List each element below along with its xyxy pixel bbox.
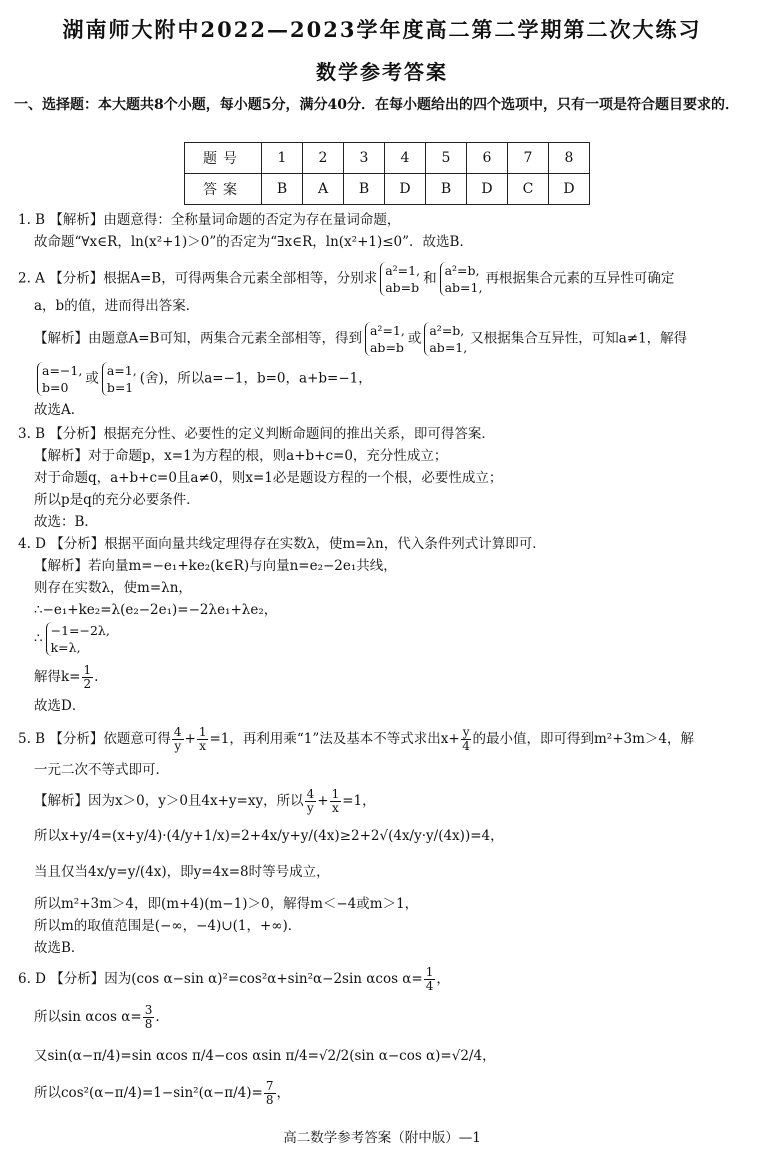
fraction xyxy=(264,1080,276,1107)
fraction xyxy=(461,726,472,753)
q6-text: . xyxy=(155,1009,160,1025)
q2-text: 【解析】由题意A=B可知，两集合元素全部相等，得到 xyxy=(34,330,362,347)
system-row: ab=1, xyxy=(444,280,483,295)
q3-line: 3. B 【分析】根据充分性、必要性的定义判断命题间的推出关系，即可得答案． xyxy=(18,426,495,442)
table-cell: D xyxy=(467,174,508,205)
q4-line: ∴−e₁+ke₂=λ(e₂−2e₁)=−2λe₁+λe₂， xyxy=(34,602,278,618)
q4-line xyxy=(34,664,98,691)
q4-line: 则存在实数λ，使m=λn， xyxy=(34,580,192,596)
fraction-numerator: y xyxy=(462,725,470,739)
q2-text: 或 xyxy=(85,370,99,387)
q5-line xyxy=(34,788,376,815)
q4-text: . xyxy=(94,669,99,685)
q6-text: 所以cos²(α−π/4)=1−sin²(α−π/4)= xyxy=(34,1085,263,1101)
fraction xyxy=(82,664,94,691)
fraction-numerator: 1 xyxy=(425,965,434,979)
q2-text: (舍)，所以a=−1，b=0，a+b=−1， xyxy=(139,370,372,387)
table-cell: 7 xyxy=(508,143,549,174)
fraction-numerator: 1 xyxy=(198,725,207,739)
q6-line: 又sin(α−π/4)=sin αcos π/4−cos αsin π/4=√2/2(sin α−cos α)=√2/4， xyxy=(34,1048,496,1064)
q5-text: 的最小值，即可得到m²+3m＞4，解 xyxy=(472,731,694,747)
section-heading: 一、选择题：本大题共8个小题，每小题5分，满分40分．在每小题给出的四个选项中，只有一项是符合题目要求的． xyxy=(14,97,739,113)
system-row: ab=b xyxy=(385,280,420,295)
table-cell: A xyxy=(303,174,344,205)
q4-line xyxy=(34,622,113,656)
table-header-cell: 题号 xyxy=(185,143,262,174)
table-cell: B xyxy=(262,174,303,205)
q2-line: 故选A． xyxy=(34,402,85,418)
q5-line: 当且仅当4x/y=y/(4x)，即y=4x=8时等号成立， xyxy=(34,864,330,880)
system-row: a=1, xyxy=(106,363,137,378)
fraction-numerator: 1 xyxy=(331,787,340,801)
q1-line: 故命题“∀x∈R，ln(x²+1)＞0”的否定为“∃x∈R，ln(x²+1)≤0”．故选B． xyxy=(34,234,473,250)
fraction-denominator: 4 xyxy=(462,739,470,753)
system-row: k=λ, xyxy=(50,640,81,655)
fraction xyxy=(424,966,436,993)
table-cell: C xyxy=(508,174,549,205)
q6-line xyxy=(34,1080,290,1107)
equation-system xyxy=(424,322,467,356)
equation-system xyxy=(380,262,420,296)
table-cell: 1 xyxy=(262,143,303,174)
table-cell: 6 xyxy=(467,143,508,174)
fraction xyxy=(305,788,317,815)
q2-text: 又根据集合互异性，可知a≠1，解得 xyxy=(470,330,688,347)
table-cell: D xyxy=(385,174,426,205)
system-row: a=−1, xyxy=(42,363,83,378)
table-cell: 4 xyxy=(385,143,426,174)
q1-line: 1. B 【解析】由题意得：全称量词命题的否定为存在量词命题， xyxy=(18,212,401,228)
table-cell: 8 xyxy=(549,143,590,174)
equation-system xyxy=(46,622,110,656)
q5-line xyxy=(18,726,694,753)
q5-text: + xyxy=(184,731,196,747)
table-header-cell: 答案 xyxy=(185,174,262,205)
fraction-denominator: x xyxy=(332,801,339,815)
q5-text: + xyxy=(317,793,329,809)
fraction-denominator: 2 xyxy=(83,677,92,691)
q6-line xyxy=(34,1004,160,1031)
q2-text: 再根据集合元素的互异性可确定 xyxy=(485,270,675,287)
system-row: a²=b, xyxy=(444,263,480,278)
q6-line xyxy=(18,966,450,993)
table-cell: 3 xyxy=(344,143,385,174)
q5-text: =1， xyxy=(342,793,376,809)
q5-text: 【解析】因为x＞0，y＞0且4x+y=xy，所以 xyxy=(34,793,304,809)
fraction-denominator: 4 xyxy=(425,979,434,993)
page-footer: 高二数学参考答案（附中版）—1 xyxy=(283,1130,481,1146)
system-row: a²=1, xyxy=(369,323,405,338)
q5-text: 5. B 【分析】依题意可得 xyxy=(18,731,171,747)
q5-line: 所以m²+3m＞4，即(m+4)(m−1)＞0，解得m＜−4或m＞1， xyxy=(34,896,419,912)
fraction xyxy=(143,1004,155,1031)
fraction-numerator: 7 xyxy=(265,1079,274,1093)
system-row: b=0 xyxy=(42,380,69,395)
equation-system xyxy=(37,362,82,396)
system-row: −1=−2λ, xyxy=(50,623,110,638)
q2-line xyxy=(34,322,687,356)
q5-line: 所以x+y/4=(x+y/4)·(4/y+1/x)=2+4x/y+y/(4x)≥2+2√(4x/y·y/(4x))=4， xyxy=(34,828,504,844)
system-row: ab=1, xyxy=(429,340,468,355)
q6-text: ， xyxy=(436,971,450,987)
fraction-denominator: 8 xyxy=(144,1017,153,1031)
q4-line: 4. D 【分析】根据平面向量共线定理得存在实数λ，使m=λn，代入条件列式计算即可． xyxy=(18,536,546,552)
q5-line: 所以m的取值范围是(−∞，−4)∪(1，+∞)． xyxy=(34,918,302,934)
fraction-numerator: 4 xyxy=(173,725,182,739)
table-cell: 2 xyxy=(303,143,344,174)
system-row: a²=1, xyxy=(385,263,421,278)
q3-line: 故选：B． xyxy=(34,514,98,530)
q2-line xyxy=(18,262,674,296)
fraction xyxy=(197,726,209,753)
q2-line xyxy=(34,362,372,396)
q2-line: a，b的值，进而得出答案． xyxy=(34,298,200,314)
q4-text: 解得k= xyxy=(34,669,81,685)
fraction xyxy=(172,726,184,753)
q6-text: 所以sin αcos α= xyxy=(34,1009,142,1025)
q6-text: ， xyxy=(276,1085,290,1101)
fraction-numerator: 4 xyxy=(306,787,315,801)
table-row-numbers xyxy=(185,143,590,174)
q6-text: 6. D 【分析】因为(cos α−sin α)²=cos²α+sin²α−2sin αcos α= xyxy=(18,971,423,987)
fraction-denominator: 8 xyxy=(265,1093,274,1107)
equation-system xyxy=(440,262,483,296)
fraction-denominator: y xyxy=(307,801,314,815)
q5-text: =1，再利用乘“1”法及基本不等式求出x+ xyxy=(209,731,460,747)
q4-line: 【解析】若向量m=−e₁+ke₂(k∈R)与向量n=e₂−2e₁共线， xyxy=(34,558,397,574)
q2-text: 2. A 【分析】根据A=B，可得两集合元素全部相等，分别求 xyxy=(18,270,378,287)
system-row: ab=b xyxy=(369,340,404,355)
page-subtitle: 数学参考答案 xyxy=(316,60,448,84)
q4-text: ∴ xyxy=(34,630,43,647)
table-cell: B xyxy=(344,174,385,205)
table-cell: D xyxy=(549,174,590,205)
table-cell: B xyxy=(426,174,467,205)
table-cell: 5 xyxy=(426,143,467,174)
q3-line: 所以p是q的充分必要条件． xyxy=(34,492,200,508)
system-row: b=1 xyxy=(106,380,134,395)
table-row-answers xyxy=(185,174,590,205)
q2-text: 和 xyxy=(423,270,437,287)
fraction-denominator: x xyxy=(199,739,207,753)
fraction-numerator: 1 xyxy=(83,663,92,677)
q3-line: 对于命题q，a+b+c=0且a≠0，则x=1必是题设方程的一个根，必要性成立； xyxy=(34,470,503,486)
answer-table xyxy=(184,142,590,205)
q5-line: 故选B． xyxy=(34,940,85,956)
q5-line: 一元二次不等式即可． xyxy=(34,762,169,778)
equation-system xyxy=(102,362,137,396)
q2-text: 或 xyxy=(407,330,422,347)
fraction-denominator: y xyxy=(174,739,182,753)
system-row: a²=b, xyxy=(429,323,465,338)
fraction xyxy=(330,788,342,815)
q3-line: 【解析】对于命题p，x=1为方程的根，则a+b+c=0，充分性成立； xyxy=(34,448,448,464)
equation-system xyxy=(365,322,405,356)
fraction-numerator: 3 xyxy=(144,1003,153,1017)
q4-line: 故选D． xyxy=(34,698,86,714)
page-title: 湖南师大附中2022—2023学年度高二第二学期第二次大练习 xyxy=(62,17,702,42)
